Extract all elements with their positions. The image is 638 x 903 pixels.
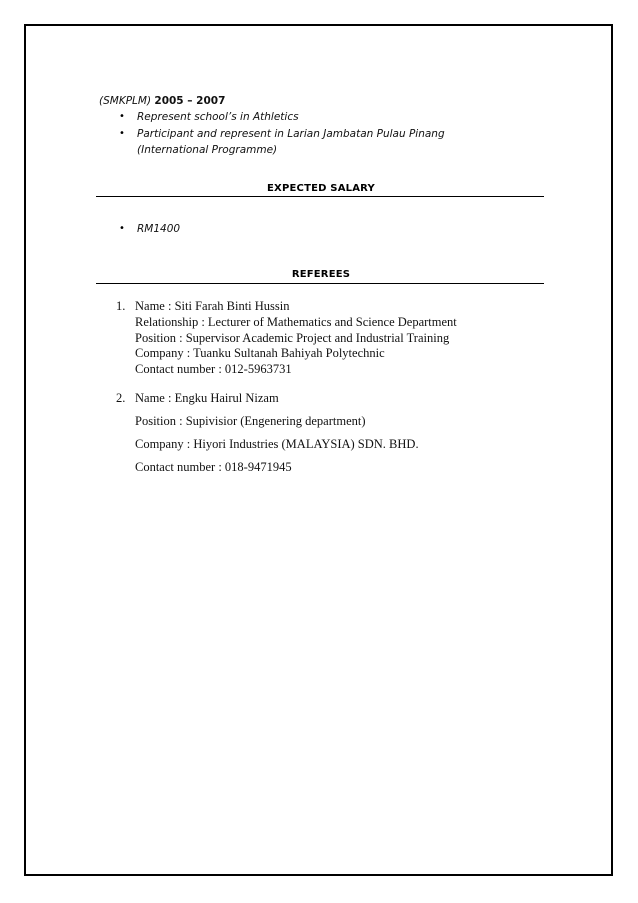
referee-company: Company : Hiyori Industries (MALAYSIA) SDN. BHD.	[135, 437, 419, 451]
activity-item: Participant and represent in Larian Jambatan Pulau Pinang	[137, 128, 445, 140]
referee-relationship: Relationship : Lecturer of Mathematics and Science Department	[135, 315, 457, 329]
referees-heading: REFEREES	[291, 269, 351, 280]
expected-salary-heading: EXPECTED SALARY	[267, 183, 375, 194]
referee-name: Name : Engku Hairul Nizam	[135, 391, 279, 405]
referee-number: 2.	[116, 391, 126, 405]
referee-number: 1.	[116, 299, 126, 313]
referee-name: Name : Siti Farah Binti Hussin	[135, 299, 290, 313]
school-line	[99, 95, 225, 107]
referee-contact: Contact number : 012-5963731	[135, 362, 292, 376]
school-abbrev: (SMKPLM)	[99, 95, 152, 107]
activity-item: Represent school’s in Athletics	[137, 111, 299, 123]
referee-position: Position : Supervisor Academic Project and Industrial Training	[135, 331, 450, 345]
referee-position: Position : Supivisior (Engenering department)	[135, 414, 366, 428]
school-years: 2005 – 2007	[154, 95, 226, 107]
section-divider	[96, 283, 544, 284]
referee-contact: Contact number : 018-9471945	[135, 460, 292, 474]
bullet-icon: •	[119, 223, 125, 234]
salary-item: RM1400	[137, 223, 181, 235]
bullet-icon: •	[119, 111, 125, 122]
bullet-icon: •	[119, 128, 125, 139]
document-page	[24, 24, 613, 876]
activity-item-continuation: (International Programme)	[137, 144, 278, 156]
referee-company: Company : Tuanku Sultanah Bahiyah Polytechnic	[135, 346, 385, 360]
section-divider	[96, 196, 544, 197]
